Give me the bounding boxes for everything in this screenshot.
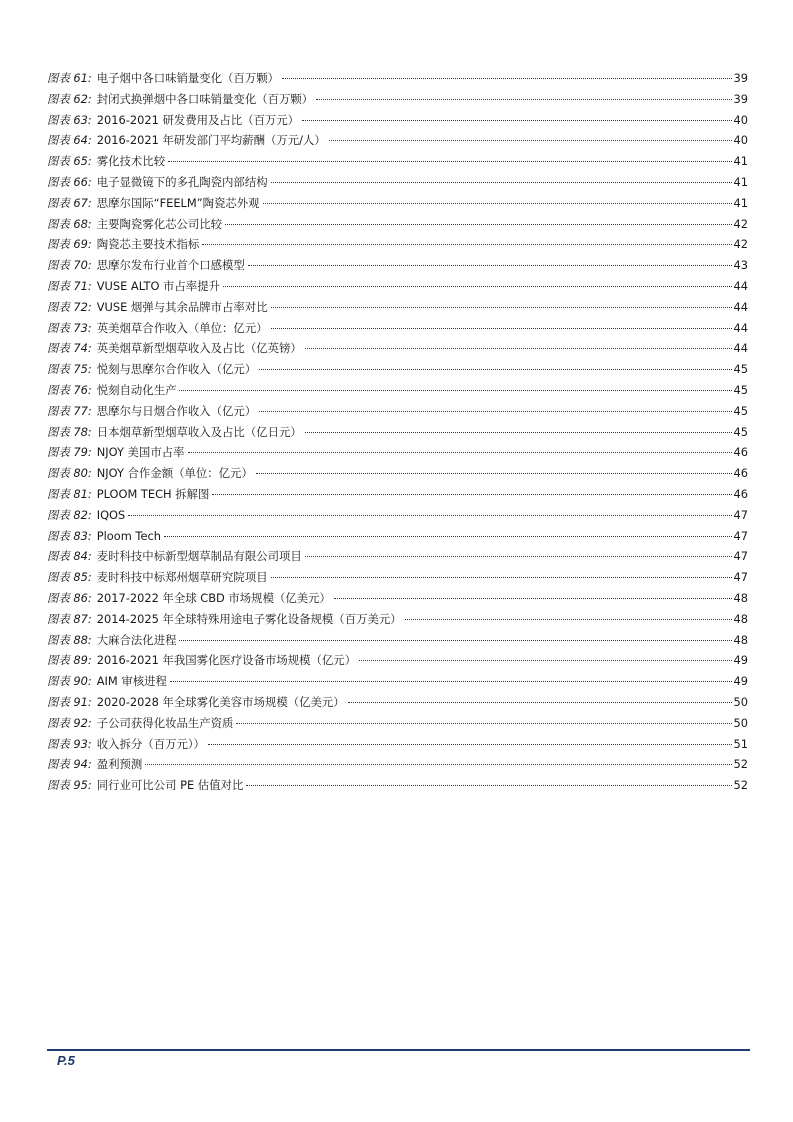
toc-entry-title: 悦刻与思摩尔合作收入（亿元） [96, 362, 257, 377]
toc-entry-label: 图表 67: [47, 195, 92, 210]
toc-entry[interactable] [47, 463, 748, 484]
toc-entry-label: 图表 65: [47, 154, 92, 169]
dot-leader [168, 161, 731, 162]
toc-entry[interactable] [47, 276, 748, 297]
toc-entry[interactable] [47, 255, 748, 276]
toc-entry-label: 图表 83: [47, 528, 92, 543]
toc-entry-title: 陶瓷芯主要技术指标 [96, 237, 200, 252]
toc-entry-label: 图表 61: [47, 71, 92, 85]
toc-entry-title: Ploom Tech [96, 528, 161, 543]
toc-entry-label: 图表 64: [47, 133, 92, 148]
toc-entry[interactable] [47, 68, 748, 89]
toc-entry-title: VUSE 烟弹与其余品牌市占率对比 [96, 299, 268, 314]
toc-entry-title: 英美烟草新型烟草收入及占比（亿英镑） [96, 341, 302, 356]
toc-entry-label: 图表 74: [47, 341, 92, 356]
toc-entry-page: 47 [733, 570, 748, 585]
toc-entry-page: 40 [733, 133, 748, 148]
toc-entry-title: 思摩尔发布行业首个口感模型 [96, 258, 245, 273]
dot-leader [248, 265, 732, 266]
toc-entry[interactable] [47, 692, 748, 713]
dot-leader [202, 244, 731, 245]
toc-entry-label: 图表 95: [47, 778, 92, 793]
dot-leader [256, 473, 732, 474]
toc-entry-title: 大麻合法化进程 [96, 632, 177, 647]
toc-entry-label: 图表 85: [47, 570, 92, 585]
dot-leader [208, 744, 732, 745]
toc-entry-title: VUSE ALTO 市占率提升 [96, 278, 220, 293]
toc-entry-title: 主要陶瓷雾化芯公司比较 [96, 216, 223, 231]
toc-entry-page: 48 [733, 611, 748, 626]
toc-entry-label: 图表 69: [47, 237, 92, 252]
toc-entry-label: 图表 91: [47, 694, 92, 709]
toc-entry[interactable] [47, 526, 748, 547]
toc-entry-label: 图表 80: [47, 466, 92, 481]
toc-entry-title: 同行业可比公司 PE 估值对比 [96, 778, 244, 793]
dot-leader [302, 120, 731, 121]
toc-entry[interactable] [47, 401, 748, 422]
toc-entry-page: 48 [733, 590, 748, 605]
toc-entry[interactable] [47, 505, 748, 526]
toc-entry-title: NJOY 合作金额（单位：亿元） [96, 466, 253, 481]
toc-entry-page: 49 [733, 653, 748, 668]
dot-leader [271, 328, 732, 329]
toc-entry-page: 50 [733, 694, 748, 709]
toc-entry-page: 45 [733, 424, 748, 439]
toc-entry[interactable] [47, 172, 748, 193]
toc-entry[interactable] [47, 442, 748, 463]
dot-leader [225, 224, 731, 225]
toc-entry-title: IQOS [96, 507, 126, 522]
toc-entry-page: 45 [733, 382, 748, 397]
toc-entry-page: 40 [733, 112, 748, 127]
toc-entry[interactable] [47, 484, 748, 505]
toc-entry-label: 图表 88: [47, 632, 92, 647]
toc-entry[interactable] [47, 650, 748, 671]
toc-entry-label: 图表 89: [47, 653, 92, 668]
toc-entry-page: 48 [733, 632, 748, 647]
toc-entry-page: 49 [733, 674, 748, 689]
toc-entry-title: NJOY 美国市占率 [96, 445, 185, 460]
dot-leader [316, 99, 731, 100]
toc-entry-title: 雾化技术比较 [96, 154, 166, 169]
toc-entry-page: 45 [733, 362, 748, 377]
dot-leader [259, 369, 731, 370]
toc-entry[interactable] [47, 671, 748, 692]
toc-entry[interactable] [47, 318, 748, 339]
toc-entry-label: 图表 75: [47, 362, 92, 377]
toc-entry[interactable] [47, 89, 748, 110]
toc-entry-title: PLOOM TECH 拆解图 [96, 486, 210, 501]
toc-entry-label: 图表 66: [47, 174, 92, 189]
toc-entry-label: 图表 82: [47, 507, 92, 522]
toc-entry-label: 图表 86: [47, 590, 92, 605]
toc-entry-page: 52 [733, 778, 748, 793]
dot-leader [246, 785, 731, 786]
toc-entry[interactable] [47, 234, 748, 255]
toc-entry[interactable] [47, 775, 748, 796]
dot-leader [223, 286, 732, 287]
dot-leader [170, 681, 732, 682]
toc-entry-title: 日本烟草新型烟草收入及占比（亿日元） [96, 424, 302, 439]
toc-entry-page: 47 [733, 507, 748, 522]
toc-entry-page: 44 [733, 341, 748, 356]
toc-entry[interactable] [47, 567, 748, 588]
dot-leader [334, 598, 732, 599]
toc-entry-page: 43 [733, 258, 748, 273]
toc-entry[interactable] [47, 338, 748, 359]
toc-entry-page: 46 [733, 466, 748, 481]
toc-entry-page: 44 [733, 299, 748, 314]
dot-leader [128, 515, 731, 516]
toc-entry[interactable] [47, 734, 748, 755]
toc-entry-label: 图表 94: [47, 757, 92, 772]
dot-leader [179, 390, 731, 391]
dot-leader [263, 203, 732, 204]
page-number: P.5 [57, 1053, 75, 1068]
toc-entry-page: 41 [733, 154, 748, 169]
dot-leader [348, 702, 732, 703]
toc-entry-page: 47 [733, 528, 748, 543]
toc-entry-label: 图表 68: [47, 216, 92, 231]
toc-entry-title: 2016-2021 研发费用及占比（百万元） [96, 112, 300, 127]
toc-entry-title: 2016-2021 年研发部门平均薪酬（万元/人） [96, 133, 326, 148]
toc-entry-label: 图表 62: [47, 91, 92, 106]
toc-entry-title: 封闭式换弹烟中各口味销量变化（百万颗） [96, 91, 314, 106]
toc-entry-label: 图表 92: [47, 715, 92, 730]
toc-entry[interactable] [47, 546, 748, 567]
toc-entry-title: 思摩尔与日烟合作收入（亿元） [96, 403, 257, 418]
toc-entry-title: 2014-2025 年全球特殊用途电子雾化设备规模（百万美元） [96, 611, 402, 626]
toc-entry-page: 45 [733, 403, 748, 418]
toc-entry-label: 图表 71: [47, 278, 92, 293]
toc-entry-label: 图表 63: [47, 112, 92, 127]
toc-entry-title: 电子烟中各口味销量变化（百万颗） [96, 71, 279, 85]
toc-entry[interactable] [47, 297, 748, 318]
toc-entry-title: 2020-2028 年全球雾化美容市场规模（亿美元） [96, 694, 345, 709]
toc-entry-label: 图表 81: [47, 486, 92, 501]
dot-leader [145, 764, 731, 765]
toc-entry-page: 41 [733, 195, 748, 210]
toc-entry-page: 44 [733, 320, 748, 335]
toc-entry-title: 盈利预测 [96, 757, 143, 772]
toc-entry[interactable] [47, 193, 748, 214]
toc-entry-page: 46 [733, 445, 748, 460]
dot-leader [329, 140, 732, 141]
toc-entry-title: 思摩尔国际“FEELM”陶瓷芯外观 [96, 195, 260, 210]
dot-leader [359, 660, 731, 661]
dot-leader [212, 494, 731, 495]
toc-entry[interactable] [47, 151, 748, 172]
toc-entry-page: 44 [733, 278, 748, 293]
toc-entry[interactable] [47, 214, 748, 235]
toc-entry[interactable] [47, 630, 748, 651]
dot-leader [188, 452, 732, 453]
toc-entry-page: 39 [733, 91, 748, 106]
dot-leader [405, 619, 732, 620]
dot-leader [164, 536, 732, 537]
toc-entry-title: 英美烟草合作收入（单位：亿元） [96, 320, 268, 335]
toc-entry-title: 子公司获得化妆品生产资质 [96, 715, 234, 730]
toc-entry-page: 42 [733, 216, 748, 231]
toc-entry-label: 图表 87: [47, 611, 92, 626]
toc-entry[interactable] [47, 422, 748, 443]
toc-entry-page: 47 [733, 549, 748, 564]
toc-entry-page: 46 [733, 486, 748, 501]
toc-entry-label: 图表 78: [47, 424, 92, 439]
toc-entry-title: 收入拆分（百万元）） [96, 736, 205, 751]
dot-leader [305, 348, 732, 349]
toc-entry-page: 51 [733, 736, 748, 751]
toc-entry[interactable] [47, 713, 748, 734]
toc-entry[interactable] [47, 588, 748, 609]
dot-leader [179, 640, 731, 641]
toc-entry-page: 50 [733, 715, 748, 730]
dot-leader [236, 723, 731, 724]
dot-leader [271, 577, 732, 578]
footer-rule [47, 1049, 750, 1051]
toc-entry-page: 42 [733, 237, 748, 252]
toc-entry-title: 电子显微镜下的多孔陶瓷内部结构 [96, 174, 268, 189]
toc-entry[interactable] [47, 380, 748, 401]
toc-entry-title: 麦时科技中标郑州烟草研究院项目 [96, 570, 268, 585]
toc-entry-label: 图表 77: [47, 403, 92, 418]
toc-entry-label: 图表 73: [47, 320, 92, 335]
table-of-figures [47, 68, 748, 796]
toc-entry-title: 悦刻自动化生产 [96, 382, 177, 397]
dot-leader [259, 411, 731, 412]
toc-entry-page: 41 [733, 174, 748, 189]
toc-entry-label: 图表 72: [47, 299, 92, 314]
toc-entry-title: AIM 审核进程 [96, 674, 167, 689]
toc-entry-label: 图表 79: [47, 445, 92, 460]
toc-entry-title: 麦时科技中标新型烟草制品有限公司项目 [96, 549, 302, 564]
toc-entry[interactable] [47, 754, 748, 775]
dot-leader [271, 307, 732, 308]
dot-leader [282, 78, 732, 79]
toc-entry-page: 52 [733, 757, 748, 772]
toc-entry-label: 图表 70: [47, 258, 92, 273]
toc-entry-title: 2016-2021 年我国雾化医疗设备市场规模（亿元） [96, 653, 357, 668]
toc-entry[interactable] [47, 130, 748, 151]
toc-entry-label: 图表 93: [47, 736, 92, 751]
dot-leader [305, 432, 732, 433]
toc-entry[interactable] [47, 110, 748, 131]
dot-leader [271, 182, 732, 183]
toc-entry-page: 39 [733, 71, 748, 85]
toc-entry-label: 图表 84: [47, 549, 92, 564]
dot-leader [305, 556, 732, 557]
toc-entry-label: 图表 76: [47, 382, 92, 397]
toc-entry-title: 2017-2022 年全球 CBD 市场规模（亿美元） [96, 590, 331, 605]
toc-entry[interactable] [47, 609, 748, 630]
toc-entry-label: 图表 90: [47, 674, 92, 689]
toc-entry[interactable] [47, 359, 748, 380]
